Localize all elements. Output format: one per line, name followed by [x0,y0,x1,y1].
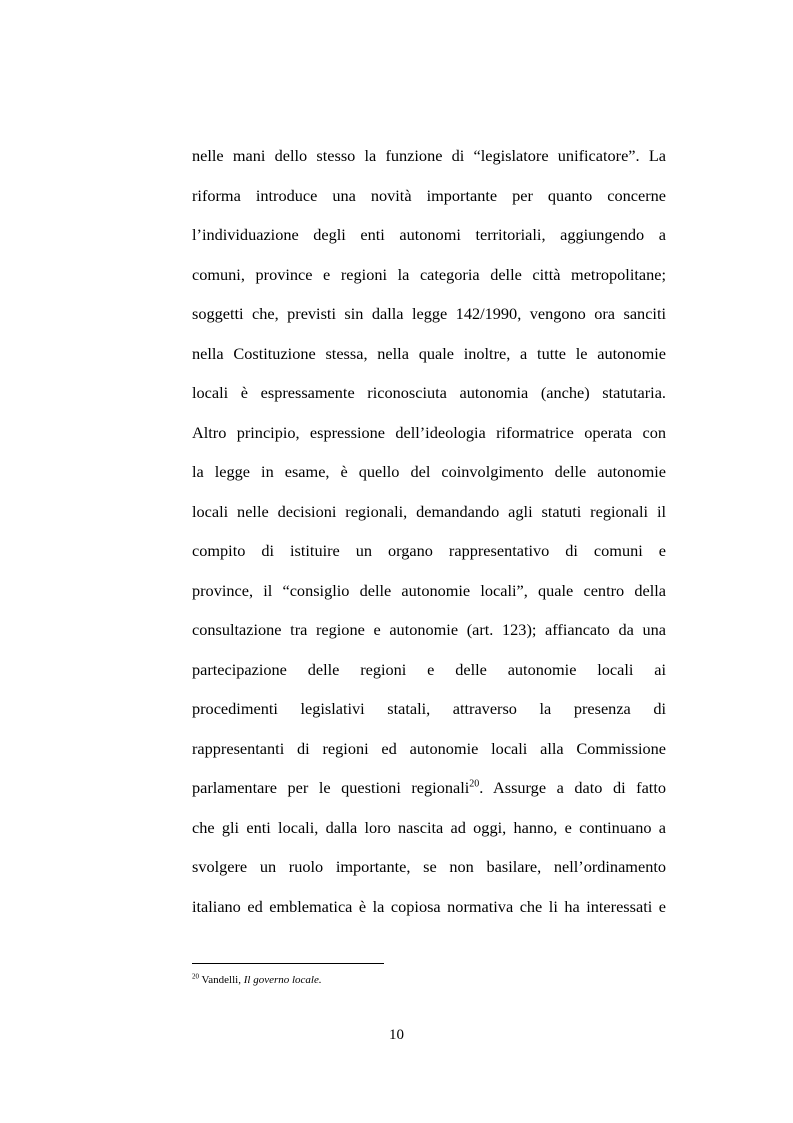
text-line: consultazione tra regione e autonomie (art. 123); affiancato da una [192,620,666,639]
text-line: partecipazione delle regioni e delle autonomie locali ai [192,659,666,679]
footnote-reference[interactable]: 20 [469,778,480,790]
footnote-number: 20 [192,972,199,981]
text-line: la legge in esame, è quello del coinvolgimento delle autonomie [192,462,666,481]
text-line: svolgere un ruolo importante, se non basilare, nell’ordinamento [192,857,666,876]
text-line: compito di istituire un organo rappresentativo di comuni e [192,541,666,560]
page-number: 10 [389,1027,404,1043]
text-line: locali è espressamente riconosciuta autonomia (anche) statutaria. [192,383,666,402]
text-line: rappresentanti di regioni ed autonomie locali alla Commissione [192,738,666,758]
text-segment: parlamentare per le questioni regionali [192,778,470,797]
text-line: Altro principio, espressione dell’ideologia riformatrice operata con [192,422,666,442]
footnote-title: Il governo locale. [243,974,322,986]
text-line: nelle mani dello stesso la funzione di “legislatore unificatore”. La [192,146,666,165]
text-line: riforma introduce una novità importante per quanto concerne [192,185,666,205]
text-line: province, il “consiglio delle autonomie locali”, quale centro della [192,580,666,600]
text-line: comuni, province e regioni la categoria delle città metropolitane; [192,264,666,284]
text-line: soggetti che, previsti sin dalla legge 142/1990, vengono ora sanciti [192,304,666,323]
text-line: nella Costituzione stessa, nella quale inoltre, a tutte le autonomie [192,343,666,363]
text-line-with-footnote-ref [192,773,666,813]
footnote-separator [192,963,384,964]
text-line: procedimenti legislativi statali, attraverso la presenza di [192,699,666,718]
text-line: locali nelle decisioni regionali, demandando agli statuti regionali il [192,501,666,521]
text-line: che gli enti locali, dalla loro nascita ad oggi, hanno, e continuano a [192,817,666,837]
body-text [192,141,666,931]
text-line: l’individuazione degli enti autonomi territoriali, aggiungendo a [192,225,666,244]
text-segment: . Assurge a dato di fatto [479,778,666,797]
text-line: italiano ed emblematica è la copiosa normativa che li ha interessati e [192,896,666,916]
footnote-author: Vandelli, [199,974,244,986]
footnote [192,972,322,988]
